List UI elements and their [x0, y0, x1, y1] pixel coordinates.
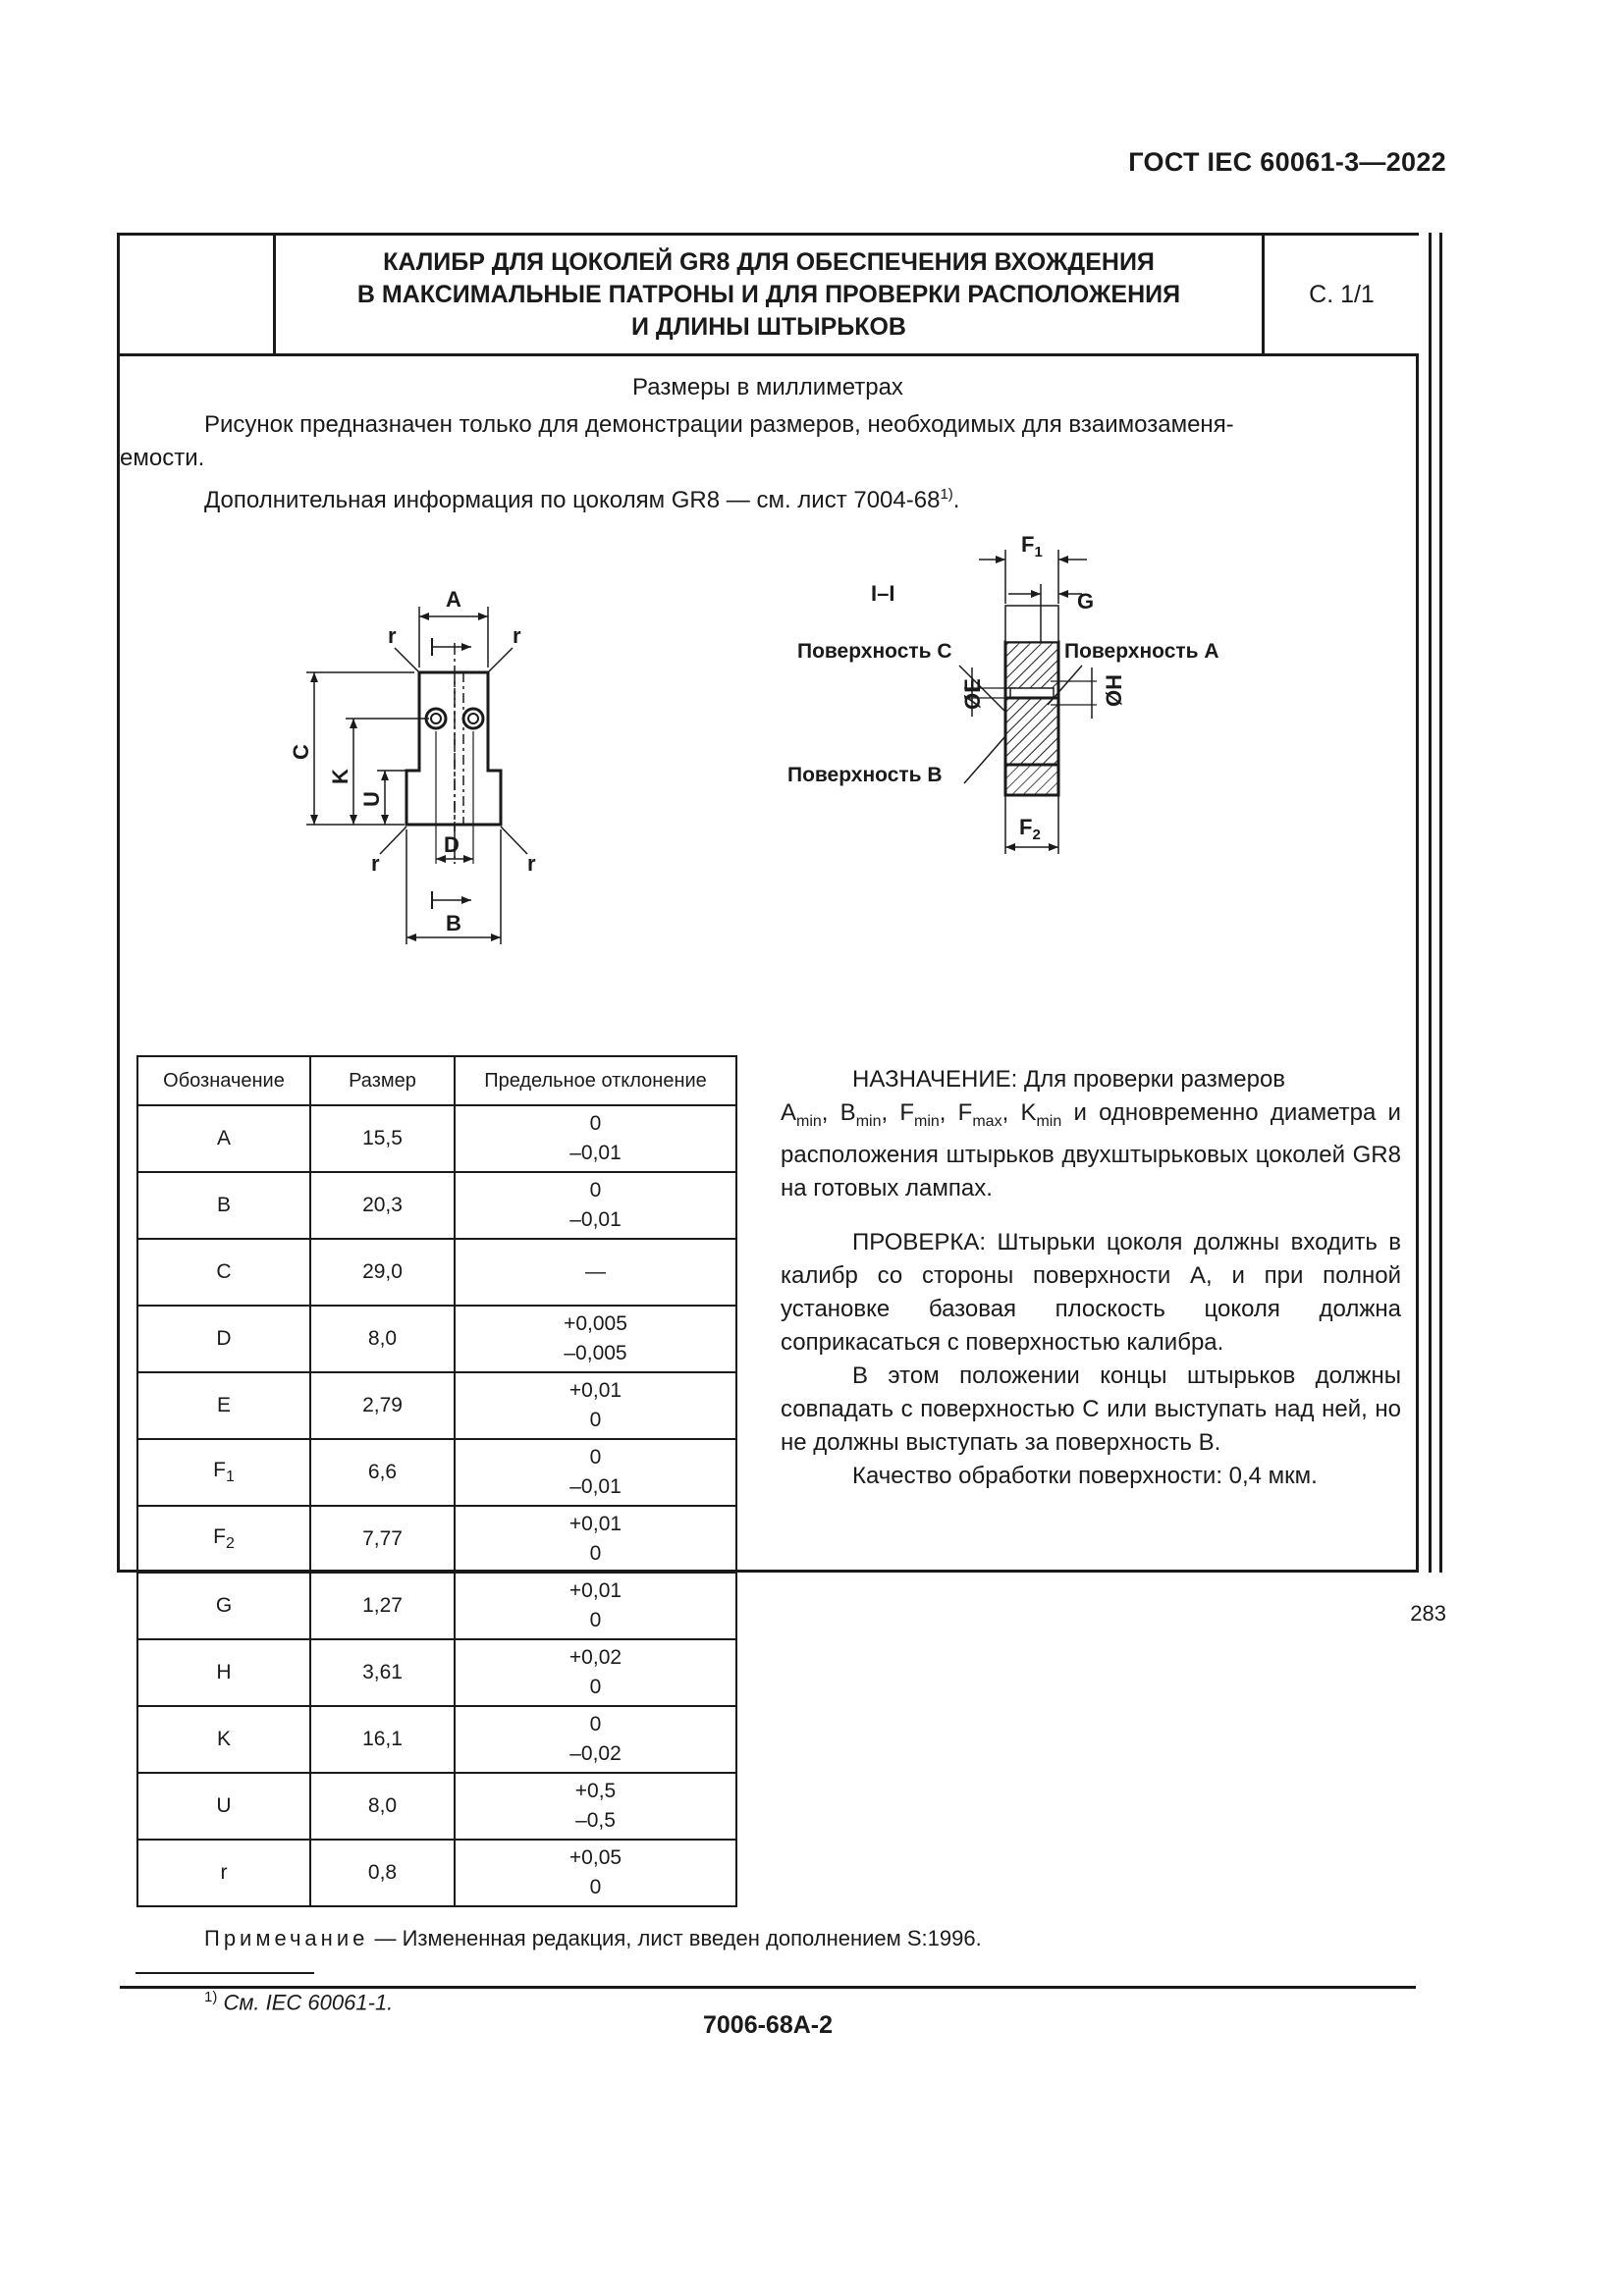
sheet-title-line: В МАКСИМАЛЬНЫЕ ПАТРОНЫ И ДЛЯ ПРОВЕРКИ РАСПОЛОЖЕНИЯ	[356, 280, 1181, 308]
dim-label-H: ØH	[1102, 674, 1126, 707]
checked-dimensions: $A_{min}$, $B_{min}$, $F_{min}$, $F_{max}$, $K_{min}$	[781, 1099, 1062, 1130]
symbol-cell: A	[137, 1105, 310, 1172]
column-header: Размер	[310, 1056, 455, 1105]
table-body	[137, 1105, 736, 1906]
dim-label-F1: F	[1021, 532, 1035, 557]
check-section	[781, 1226, 1401, 1493]
table-row	[137, 1773, 736, 1840]
dim-label-K: K	[328, 769, 352, 784]
sheet-page-ref: С. 1/1	[1262, 236, 1419, 353]
size-cell: 6,6	[310, 1439, 455, 1506]
table-row	[137, 1706, 736, 1773]
note	[204, 1926, 982, 1951]
sheet-header	[120, 236, 1416, 356]
dim-label-r: r	[513, 623, 521, 648]
symbol-cell: D	[137, 1306, 310, 1372]
table-row	[137, 1306, 736, 1372]
size-cell: 2,79	[310, 1372, 455, 1439]
size-cell: 16,1	[310, 1706, 455, 1773]
svg-text:F2: $F_2$	[1019, 815, 1041, 843]
dim-label-r: r	[527, 851, 536, 876]
dim-label-D: D	[444, 832, 460, 857]
gauge-section-drawing	[787, 530, 1298, 903]
check-paragraph: В этом положении концы штырьков должны совпадать с поверхностью C или выступать над ней, но не должны выступать за поверхность B.	[781, 1362, 1401, 1456]
table-row	[137, 1172, 736, 1239]
sheet-title-line: И ДЛИНЫ ШТЫРЬКОВ	[631, 312, 906, 341]
frame-double-line	[1429, 233, 1432, 1573]
sheet-title	[276, 236, 1262, 353]
deviation-cell: 0 –0,01	[455, 1439, 736, 1506]
size-cell: 8,0	[310, 1773, 455, 1840]
table-row	[137, 1573, 736, 1639]
surface-a-label: Поверхность A	[1064, 640, 1219, 663]
sheet-frame	[117, 233, 1419, 2039]
symbol-cell: $F_1$	[137, 1439, 310, 1506]
dim-label-G: G	[1077, 589, 1095, 614]
symbol-cell: K	[137, 1706, 310, 1773]
deviation-cell: —	[455, 1239, 736, 1306]
size-cell: 1,27	[310, 1573, 455, 1639]
gauge-front-view-drawing	[247, 540, 738, 1050]
symbol-cell: G	[137, 1573, 310, 1639]
table-row	[137, 1439, 736, 1506]
frame-double-line	[1439, 233, 1442, 1573]
table-row	[137, 1239, 736, 1306]
symbol-cell: $F_2$	[137, 1506, 310, 1573]
sheet-code: 7006-68A-2	[702, 2011, 834, 2039]
footnote-ref: 1)	[940, 486, 953, 503]
intro-text: Дополнительная информация по цоколям GR8 — см. лист 7004-68	[204, 487, 941, 513]
deviation-cell: 0 –0,02	[455, 1706, 736, 1773]
table-row	[137, 1372, 736, 1439]
purpose-section	[781, 1063, 1401, 1205]
note-text: — Измененная редакция, лист введен дополнением S:1996.	[368, 1926, 982, 1950]
surface-b-label: Поверхность B	[787, 764, 943, 786]
size-cell: 15,5	[310, 1105, 455, 1172]
deviation-cell: +0,01 0	[455, 1372, 736, 1439]
surface-c-label: Поверхность C	[797, 640, 952, 663]
intro-paragraph	[120, 408, 1416, 475]
table-header-row	[137, 1056, 736, 1105]
dim-label-F2: F	[1019, 815, 1033, 839]
dim-label-r: r	[388, 623, 397, 648]
size-cell: 29,0	[310, 1239, 455, 1306]
size-cell: 0,8	[310, 1840, 455, 1906]
symbol-cell: r	[137, 1840, 310, 1906]
sheet-title-line: КАЛИБР ДЛЯ ЦОКОЛЕЙ GR8 ДЛЯ ОБЕСПЕЧЕНИЯ ВХОЖДЕНИЯ	[383, 247, 1155, 276]
table-row	[137, 1840, 736, 1906]
column-header: Предельное отклонение	[455, 1056, 736, 1105]
footnote-text: См. IEC 60061-1.	[217, 1990, 394, 2015]
section-mark: I–I	[871, 581, 895, 606]
deviation-cell: +0,01 0	[455, 1573, 736, 1639]
dimensions-table	[136, 1055, 737, 1907]
dim-label-U: U	[359, 791, 384, 807]
note-label: Примечание	[204, 1926, 369, 1950]
units-note: Размеры в миллиметрах	[632, 374, 903, 400]
size-cell: 3,61	[310, 1639, 455, 1706]
dim-label-C: C	[289, 744, 313, 760]
size-cell: 7,77	[310, 1506, 455, 1573]
intro-text: Рисунок предназначен только для демонстрации размеров, необходимых для взаимозаменя-	[204, 411, 1234, 438]
size-cell: 8,0	[310, 1306, 455, 1372]
deviation-cell: 0 –0,01	[455, 1172, 736, 1239]
deviation-cell: +0,01 0	[455, 1506, 736, 1573]
deviation-cell: +0,5 –0,5	[455, 1773, 736, 1840]
deviation-cell: +0,05 0	[455, 1840, 736, 1906]
header-blank-cell	[120, 236, 276, 353]
intro-text: емости.	[120, 445, 205, 471]
size-cell: 20,3	[310, 1172, 455, 1239]
deviation-cell: +0,02 0	[455, 1639, 736, 1706]
finish-paragraph: Качество обработки поверхности: 0,4 мкм.	[852, 1463, 1318, 1489]
table-row	[137, 1639, 736, 1706]
footnote-mark: 1)	[204, 1989, 218, 2005]
table-row	[137, 1506, 736, 1573]
check-paragraph: ПРОВЕРКА: Штырьки цоколя должны входить в калибр со стороны поверхности A, и при полной установке базовая плоскость цоколя должна соприкасаться с поверхностью калибра.	[781, 1229, 1401, 1356]
deviation-cell: 0 –0,01	[455, 1105, 736, 1172]
symbol-cell: E	[137, 1372, 310, 1439]
purpose-paragraph: НАЗНАЧЕНИЕ: Для проверки размеров $A_{min}$, $B_{min}$, $F_{min}$, $F_{max}$, $K_{min}$ и одновременно диаметра и расположения штырьков двухштырьковых цоколей GR8 на готовых лампах.	[781, 1066, 1401, 1201]
deviation-cell: +0,005 –0,005	[455, 1306, 736, 1372]
svg-text:F1: $F_1$	[1021, 532, 1043, 561]
intro-paragraph: Дополнительная информация по цоколям GR8 — см. лист 7004-68$^{1)}$.	[204, 486, 960, 513]
dim-label-B: B	[446, 911, 461, 935]
footnote-divider	[135, 1972, 314, 1974]
column-header: Обозначение	[137, 1056, 310, 1105]
dim-label-A: A	[446, 587, 461, 612]
table-row	[137, 1105, 736, 1172]
symbol-cell: U	[137, 1773, 310, 1840]
sheet-footer	[120, 1986, 1416, 2064]
dim-label-E: ØE	[960, 678, 985, 710]
standard-designation: ГОСТ IEC 60061-3—2022	[1128, 147, 1446, 177]
page-number: 283	[1410, 1601, 1446, 1626]
symbol-cell: H	[137, 1639, 310, 1706]
dim-label-r: r	[371, 851, 380, 876]
symbol-cell: B	[137, 1172, 310, 1239]
symbol-cell: C	[137, 1239, 310, 1306]
